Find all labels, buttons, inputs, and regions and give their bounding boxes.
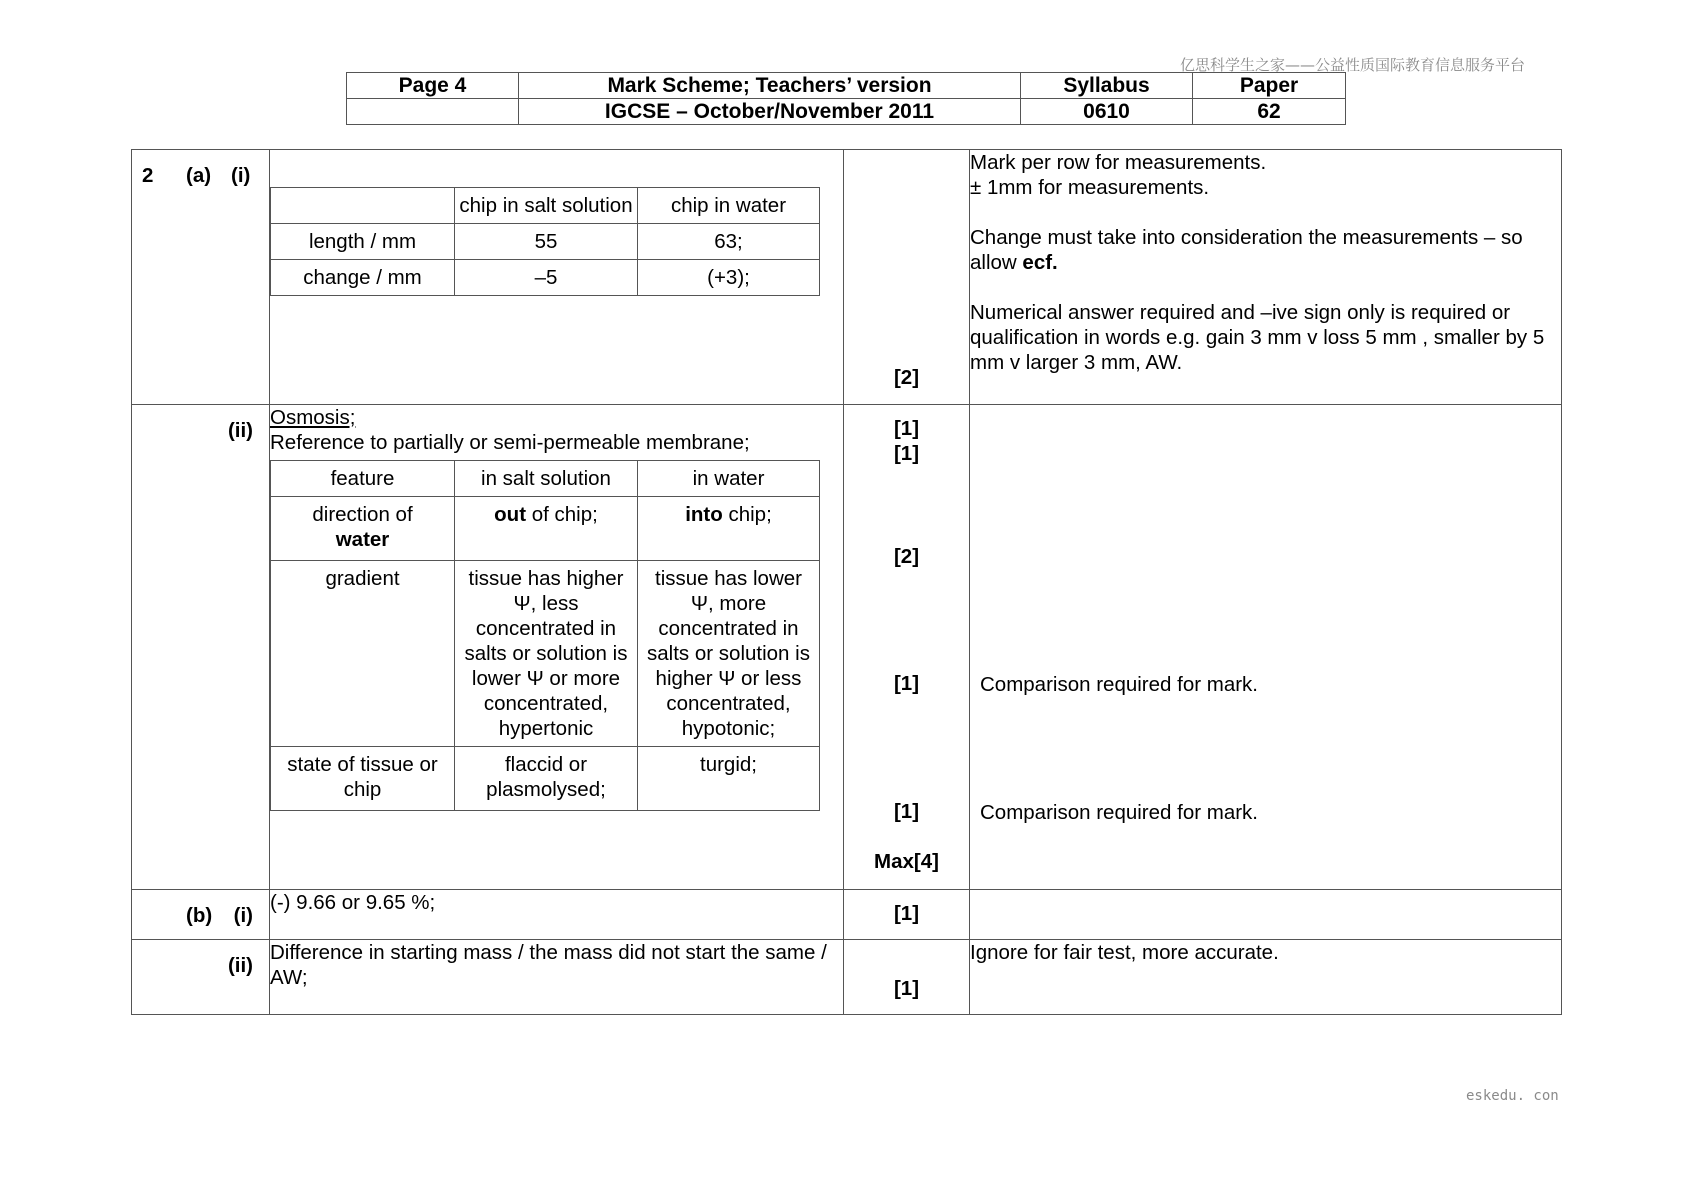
question-number: 2 [142, 164, 154, 187]
marks-value: [1] [893, 417, 920, 440]
question-subpart: (ii) [227, 954, 253, 977]
guidance-line: Comparison required for mark. [980, 673, 1258, 696]
table-cell [271, 497, 455, 561]
header-syllabus-label: Syllabus [1021, 73, 1193, 99]
cell-text: of chip; [526, 503, 598, 526]
cell-bold: out [494, 503, 527, 526]
guidance-2a-ii [970, 405, 1562, 890]
table-cell: tissue has higher Ψ, less concentrated in salts or solution is lower Ψ or more concentrated, hypertonic [455, 561, 638, 747]
cell-text: chip; [722, 503, 772, 526]
table-cell: flaccid or plasmolysed; [455, 747, 638, 811]
answer-2b-i: (-) 9.66 or 9.65 %; [270, 890, 844, 940]
header-page: Page 4 [347, 73, 519, 99]
row-2a-ii [132, 405, 1562, 890]
guidance-2b-ii: Ignore for fair test, more accurate. [970, 940, 1562, 1015]
marks-value: [1] [893, 672, 920, 695]
guidance-line: Comparison required for mark. [980, 801, 1258, 824]
header-exam: IGCSE – October/November 2011 [519, 99, 1021, 125]
table-cell: (+3); [638, 260, 820, 296]
osmosis-table [270, 460, 820, 811]
question-subpart: (i) [231, 164, 251, 187]
row-2b-ii [132, 940, 1562, 1015]
table-cell: state of tissue or chip [271, 747, 455, 811]
question-subpart: (i) [233, 904, 253, 927]
guidance-line: Mark per row for measurements. [970, 151, 1267, 174]
header-title: Mark Scheme; Teachers’ version [519, 73, 1021, 99]
cell-bold: into [685, 503, 723, 526]
guidance-paragraph [970, 225, 1561, 275]
table-cell: 63; [638, 224, 820, 260]
mark-scheme-table [131, 149, 1562, 1015]
guidance-2a-i [970, 150, 1562, 405]
table-cell: 55 [455, 224, 638, 260]
table-header [271, 188, 455, 224]
table-header: in water [638, 461, 820, 497]
header-paper-label: Paper [1193, 73, 1346, 99]
guidance-2b-i [970, 890, 1562, 940]
marks-value: Max[4] [874, 850, 939, 873]
header-empty [347, 99, 519, 125]
table-cell: change / mm [271, 260, 455, 296]
measurements-table [270, 187, 820, 296]
marks-value: [1] [893, 442, 920, 465]
guidance-bold: ecf. [1022, 251, 1058, 274]
answer-membrane: Reference to partially or semi-permeable membrane; [270, 431, 750, 454]
header-syllabus: 0610 [1021, 99, 1193, 125]
guidance-text: Change must take into consideration the measurements – so allow [970, 226, 1523, 274]
answer-2b-ii: Difference in starting mass / the mass did not start the same / AW; [270, 940, 844, 1015]
cell-bold: water [335, 528, 390, 551]
marks-value: [1] [893, 902, 920, 925]
table-header: feature [271, 461, 455, 497]
question-part: (a) [186, 164, 212, 187]
table-header: in salt solution [455, 461, 638, 497]
guidance-paragraph: Numerical answer required and –ive sign only is required or qualification in words e.g. gain 3 mm v loss 5 mm , smaller by 5 mm v larger 3 mm, AW. [970, 301, 1545, 374]
row-2a-i [132, 150, 1562, 405]
answer-osmosis: Osmosis; [270, 406, 356, 429]
row-2b-i [132, 890, 1562, 940]
question-subpart: (ii) [227, 419, 253, 442]
table-cell: tissue has lower Ψ, more concentrated in salts or solution is higher Ψ or less concentrated, hypotonic; [638, 561, 820, 747]
guidance-line: ± 1mm for measurements. [970, 176, 1210, 199]
cell-text: direction of [312, 503, 413, 526]
watermark-bottom: eskedu. con [1466, 1088, 1559, 1104]
header-paper: 62 [1193, 99, 1346, 125]
marks-value: [1] [893, 977, 920, 1000]
question-part: (b) [186, 904, 213, 927]
table-cell: gradient [271, 561, 455, 747]
table-header: chip in salt solution [455, 188, 638, 224]
marks-value: [2] [893, 366, 920, 389]
table-cell: –5 [455, 260, 638, 296]
marks-value: [1] [893, 800, 920, 823]
watermark-top: 亿思科学生之家——公益性质国际教育信息服务平台 [1180, 56, 1526, 74]
table-cell [455, 497, 638, 561]
header-table [346, 72, 1346, 125]
marks-value: [2] [893, 545, 920, 568]
table-cell: turgid; [638, 747, 820, 811]
table-cell [638, 497, 820, 561]
table-cell: length / mm [271, 224, 455, 260]
table-header: chip in water [638, 188, 820, 224]
